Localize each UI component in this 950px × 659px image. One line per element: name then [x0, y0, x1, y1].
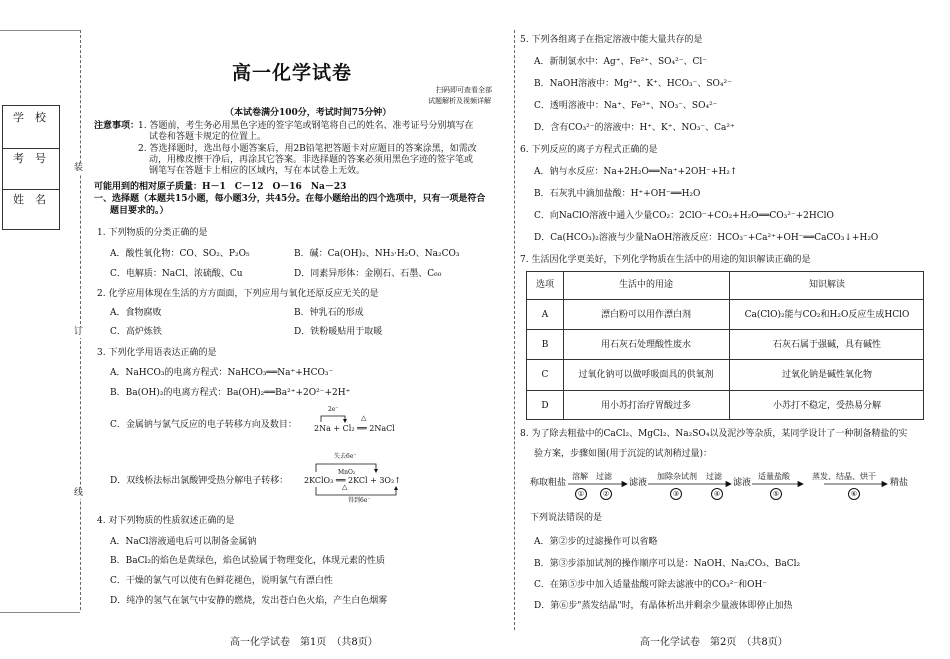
note-2a: 2. 答选择题时，选出每小题答案后，用2B铅笔把答题卡对应题目的答案涂黑，如需改	[138, 144, 477, 154]
q3-d-diagram	[304, 450, 416, 508]
notes-label: 注意事项：	[94, 121, 140, 131]
flow-step-2-marker: ②	[600, 488, 612, 500]
q8-option-d: D．第⑥步"蒸发结晶"时，有晶体析出并剩余少量液体即停止加热	[534, 601, 793, 611]
q3-c-diagram	[314, 406, 404, 436]
table-row-a-knowledge: Ca(ClO)₂能与CO₂和H₂O反应生成HClO	[744, 310, 910, 320]
table-row-c-use: 过氧化钠可以做呼吸面具的供氧剂	[578, 370, 714, 380]
flow-step-1-marker: ①	[575, 488, 587, 500]
atomic-masses: 可能用到的相对原子质量：H－1 C－12 O－16 Na－23	[94, 182, 347, 192]
flow-step-5-marker: ⑤	[770, 488, 782, 500]
margin-bottom-rule	[0, 612, 80, 613]
table-row-b-knowledge: 石灰石属于强碱，具有碱性	[772, 340, 881, 350]
q5-option-d: D．含有CO₃²⁻的溶液中：H⁺、K⁺、NO₃⁻、Ca²⁺	[534, 123, 735, 133]
q3-d-gain-label: 得到6e⁻	[348, 497, 371, 504]
flow-step-dissolve: 溶解	[572, 472, 588, 481]
q6-option-d: D．Ca(HCO₃)₂溶液与少量NaOH溶液反应：HCO₃⁻+Ca²⁺+OH⁻══CaCO₃↓+H₂O	[534, 233, 879, 243]
q8-option-b: B．第③步添加试剂的操作顺序可以是：NaOH、Na₂CO₃、BaCl₂	[534, 559, 801, 569]
table-row-b-use: 用石灰石处理酸性废水	[600, 340, 691, 350]
q3-c-equation: 2Na + Cl₂ ══ 2NaCl	[314, 424, 395, 433]
q3-d-condition: △	[342, 483, 348, 491]
q5-option-b: B．NaOH溶液中：Mg²⁺、K⁺、HCO₃⁻、SO₄²⁻	[534, 79, 732, 89]
flow-step-filter-1: 过滤	[596, 472, 612, 481]
section1-heading-cont: 题目要求的。）	[110, 206, 169, 216]
table-row-d-use: 用小苏打治疗胃酸过多	[600, 401, 691, 411]
footer-right: 高一化学试卷 第2页 （共8页）	[640, 637, 788, 648]
note-1a: 1. 答题前，考生务必用黑色字迹的签字笔或钢笔将自己的姓名、准考证号分别填写在	[138, 121, 474, 131]
flow-start: 称取粗盐	[530, 478, 567, 488]
q3-c-electrons: 2e⁻	[328, 406, 339, 413]
q3-c-condition: △	[361, 414, 367, 422]
q2-option-a: A．食物腐败	[110, 308, 162, 318]
flow-step-6-marker: ⑥	[848, 488, 860, 500]
q6-stem: 6. 下列反应的离子方程式正确的是	[520, 145, 658, 155]
q8-flowchart	[530, 468, 930, 504]
q1-stem: 1. 下列物质的分类正确的是	[97, 228, 208, 238]
flow-filtrate-1: 滤液	[629, 478, 648, 488]
note-1b: 试卷和答题卡规定的位置上。	[149, 132, 267, 142]
flow-step-hcl: 适量盐酸	[758, 472, 790, 481]
q5-option-c: C．透明溶液中：Na⁺、Fe³⁺、NO₃⁻、SO₄²⁻	[534, 101, 718, 111]
q4-stem: 4. 对下列物质的性质叙述正确的是	[97, 516, 235, 526]
q1-option-b: B．碱：Ca(OH)₂、NH₃·H₂O、Na₂CO₃	[294, 249, 460, 259]
table-row-b-option: B	[541, 340, 549, 350]
q4-option-d: D．纯净的氢气在氯气中安静的燃烧，发出苍白色火焰，产生白色烟雾	[110, 596, 388, 606]
q3-option-b: B．Ba(OH)₂的电离方程式：Ba(OH)₂══Ba²⁺+2O²⁻+2H⁺	[110, 388, 351, 398]
q3-d-lose-label: 失去6e⁻	[334, 453, 357, 460]
table-row-d-option: D	[541, 401, 549, 411]
note-2b: 动，用橡皮擦干净后，再涂其它答案。非选择题的答案必须用黑色字迹的签字笔或	[149, 155, 474, 165]
scan-note-1: 扫码即可查看全部	[436, 86, 492, 94]
q3-d-equation: 2KClO₃ ══ 2KCl + 3O₂↑	[304, 476, 401, 485]
margin-top-rule	[0, 30, 80, 31]
table-row-a-use: 漂白粉可以用作漂白剂	[600, 310, 691, 320]
q7-header-knowledge: 知识解读	[808, 280, 845, 290]
flow-step-filter-2: 过滤	[706, 472, 722, 481]
page-divider	[514, 30, 515, 630]
table-row-d-knowledge: 小苏打不稳定，受热易分解	[772, 401, 881, 411]
q7-header-use: 生活中的用途	[618, 280, 673, 290]
q2-stem: 2. 化学应用体现在生活的方方面面，下列应用与氧化还原反应无关的是	[97, 289, 379, 299]
flow-step-evaporate: 蒸发、结晶、烘干	[812, 472, 876, 481]
scan-note-2: 试题解析及视频详解	[428, 97, 491, 105]
q4-option-a: A．NaCl溶液通电后可以制备金属钠	[110, 537, 257, 547]
q6-option-a: A．钠与水反应：Na+2H₂O══Na⁺+2OH⁻+H₂↑	[534, 167, 738, 177]
flow-filtrate-2: 滤液	[733, 478, 752, 488]
q8-sub-question: 下列说法错误的是	[530, 513, 603, 523]
q2-option-b: B．钟乳石的形成	[294, 308, 364, 318]
q5-stem: 5. 下列各组离子在指定溶液中能大量共存的是	[520, 35, 703, 45]
q4-option-b: B．BaCl₂的焰色是黄绿色，焰色试验属于物理变化，体现元素的性质	[110, 556, 385, 566]
q8-option-c: C．在第⑤步中加入适量盐酸可除去滤液中的CO₃²⁻和OH⁻	[534, 580, 768, 590]
q2-option-c: C．高炉炼铁	[110, 327, 162, 337]
flow-step-4-marker: ④	[711, 488, 723, 500]
exam-number-label: 考 号	[13, 152, 46, 165]
name-label: 姓 名	[13, 193, 46, 206]
q2-option-d: D．铁粉暖贴用于取暖	[294, 327, 383, 337]
q4-option-c: C．干燥的氯气可以使有色鲜花褪色，说明氯气有漂白性	[110, 576, 333, 586]
q1-option-d: D．同素异形体：金刚石、石墨、C₆₀	[294, 269, 442, 279]
student-info-box	[2, 105, 60, 230]
table-row-a-option: A	[541, 310, 549, 320]
q3-option-d: D．双线桥法标出氯酸钾受热分解电子转移：	[110, 476, 289, 486]
flow-end: 精盐	[890, 478, 909, 488]
flow-step-add-reagents: 加除杂试剂	[657, 472, 697, 481]
footer-left: 高一化学试卷 第1页 （共8页）	[230, 637, 378, 648]
table-row-c-option: C	[541, 370, 549, 380]
binding-line	[80, 30, 81, 610]
q6-option-c: C．向NaClO溶液中通入少量CO₂：2ClO⁻+CO₂+H₂O══CO₃²⁻+2HClO	[534, 211, 834, 221]
score-line: （本试卷满分100分，考试时间75分钟）	[225, 108, 392, 118]
section1-heading: 一、选择题（本题共15小题，每小题3分，共45分。在每小题给出的四个选项中，只有一项是符合	[94, 194, 486, 204]
q8-option-a: A．第②步的过滤操作可以省略	[534, 537, 658, 547]
q7-stem: 7. 生活因化学更美好，下列化学物质在生活中的用途的知识解读正确的是	[520, 255, 811, 265]
q3-d-catalyst: MnO₂	[338, 469, 356, 476]
table-row-c-knowledge: 过氧化钠是碱性氧化物	[781, 370, 872, 380]
margin-mark-zhuang: 装	[74, 163, 84, 173]
q8-stem-2: 验方案，步骤如图(用于沉淀的试剂稍过量)：	[534, 449, 713, 459]
q8-stem-1: 8. 为了除去粗盐中的CaCl₂、MgCl₂、Na₂SO₄以及泥沙等杂质，某同学设计了一种制备精盐的实	[520, 429, 908, 439]
margin-mark-xian: 线	[74, 488, 84, 498]
q3-stem: 3. 下列化学用语表达正确的是	[97, 348, 217, 358]
flow-step-3-marker: ③	[670, 488, 682, 500]
q5-option-a: A．新制氯水中：Ag⁺、Fe²⁺、SO₄²⁻、Cl⁻	[534, 57, 707, 67]
q3-option-a: A．NaHCO₃的电离方程式：NaHCO₃══Na⁺+HCO₃⁻	[110, 368, 334, 378]
q1-option-a: A．酸性氧化物：CO、SO₂、P₂O₅	[110, 249, 250, 259]
q7-table	[526, 271, 924, 420]
q3-option-c: C．金属钠与氯气反应的电子转移方向及数目：	[110, 420, 297, 430]
margin-mark-ding: 订	[74, 327, 84, 337]
q7-header-option: 选项	[535, 280, 554, 290]
q1-option-c: C．电解质：NaCl、浓硫酸、Cu	[110, 269, 243, 279]
note-2c: 钢笔写在答题卡上相应的区域内，写在本试卷上无效。	[149, 166, 366, 176]
page-title: 高一化学试卷	[232, 62, 353, 84]
school-label: 学 校	[13, 111, 46, 124]
q6-option-b: B．石灰乳中滴加盐酸：H⁺+OH⁻══H₂O	[534, 189, 701, 199]
